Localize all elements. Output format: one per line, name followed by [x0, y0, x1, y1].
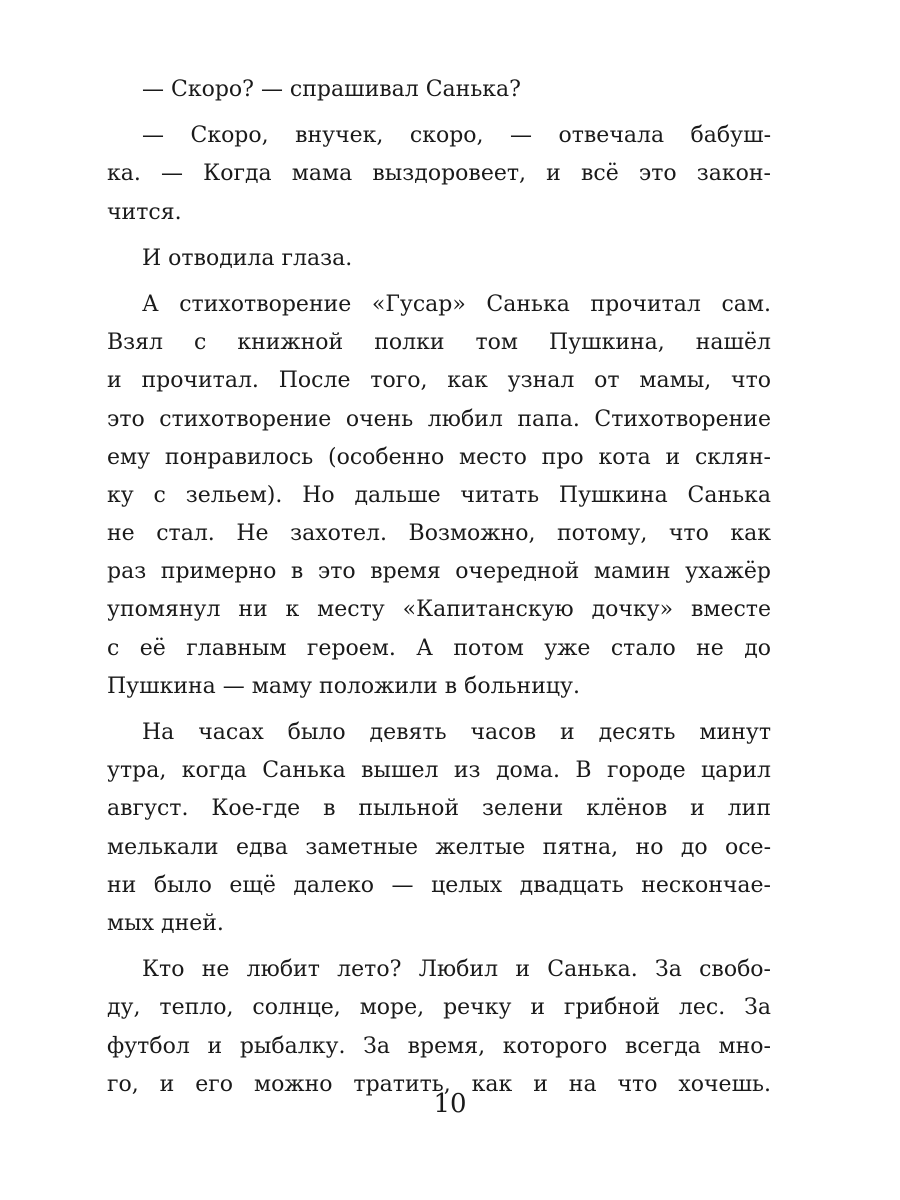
text-line: Пушкина — маму положили в больницу.: [107, 673, 580, 699]
text-line: ду, тепло, солнце, море, речку и грибной лес. За: [107, 995, 771, 1021]
text-line: август. Кое-где в пыльной зелени клёнов и лип: [107, 796, 771, 822]
text-line: утра, когда Санька вышел из дома. В городе царил: [107, 758, 771, 784]
text-line: го, и его можно тратить, как и на что хочешь.: [107, 1071, 771, 1097]
text-line: упомянул ни к месту «Капитанскую дочку» вместе: [107, 597, 771, 623]
text-line: — Скоро? — спрашивал Санька?: [142, 77, 521, 102]
text-line: ка. — Когда мама выздоровеет, и всё это закон-: [107, 161, 771, 187]
text-line: мелькали едва заметные желтые пятна, но до осе-: [107, 834, 771, 860]
text-line: На часах было девять часов и десять минут: [142, 720, 771, 745]
text-line: не стал. Не захотел. Возможно, потому, что как: [107, 521, 771, 547]
text-line: ему понравилось (особенно место про кота и склян-: [107, 444, 771, 470]
page-body-text: [107, 71, 771, 1104]
text-line: чится.: [107, 199, 182, 225]
text-line: Кто не любит лето? Любил и Санька. За свобо-: [142, 957, 771, 983]
text-line: и прочитал. После того, как узнал от мамы, что: [107, 368, 771, 394]
text-line: ни было ещё далеко — целых двадцать нескончае-: [107, 872, 771, 898]
page-number: 10: [433, 1089, 467, 1119]
text-line: это стихотворение очень любил папа. Стихотворение: [107, 406, 771, 432]
text-line: футбол и рыбалку. За время, которого всегда мно-: [107, 1033, 771, 1059]
text-line: А стихотворение «Гусар» Санька прочитал сам.: [142, 291, 771, 317]
text-line: раз примерно в это время очередной мамин ухажёр: [107, 559, 771, 585]
text-line: ку с зельем). Но дальше читать Пушкина Санька: [107, 482, 771, 508]
text-line: И отводила глаза.: [142, 245, 353, 271]
text-line: Взял с книжной полки том Пушкина, нашёл: [107, 330, 771, 356]
text-line: с её главным героем. А потом уже стало не до: [107, 635, 771, 661]
text-line: мых дней.: [107, 910, 224, 936]
text-line: — Скоро, внучек, скоро, — отвечала бабуш-: [142, 123, 771, 149]
